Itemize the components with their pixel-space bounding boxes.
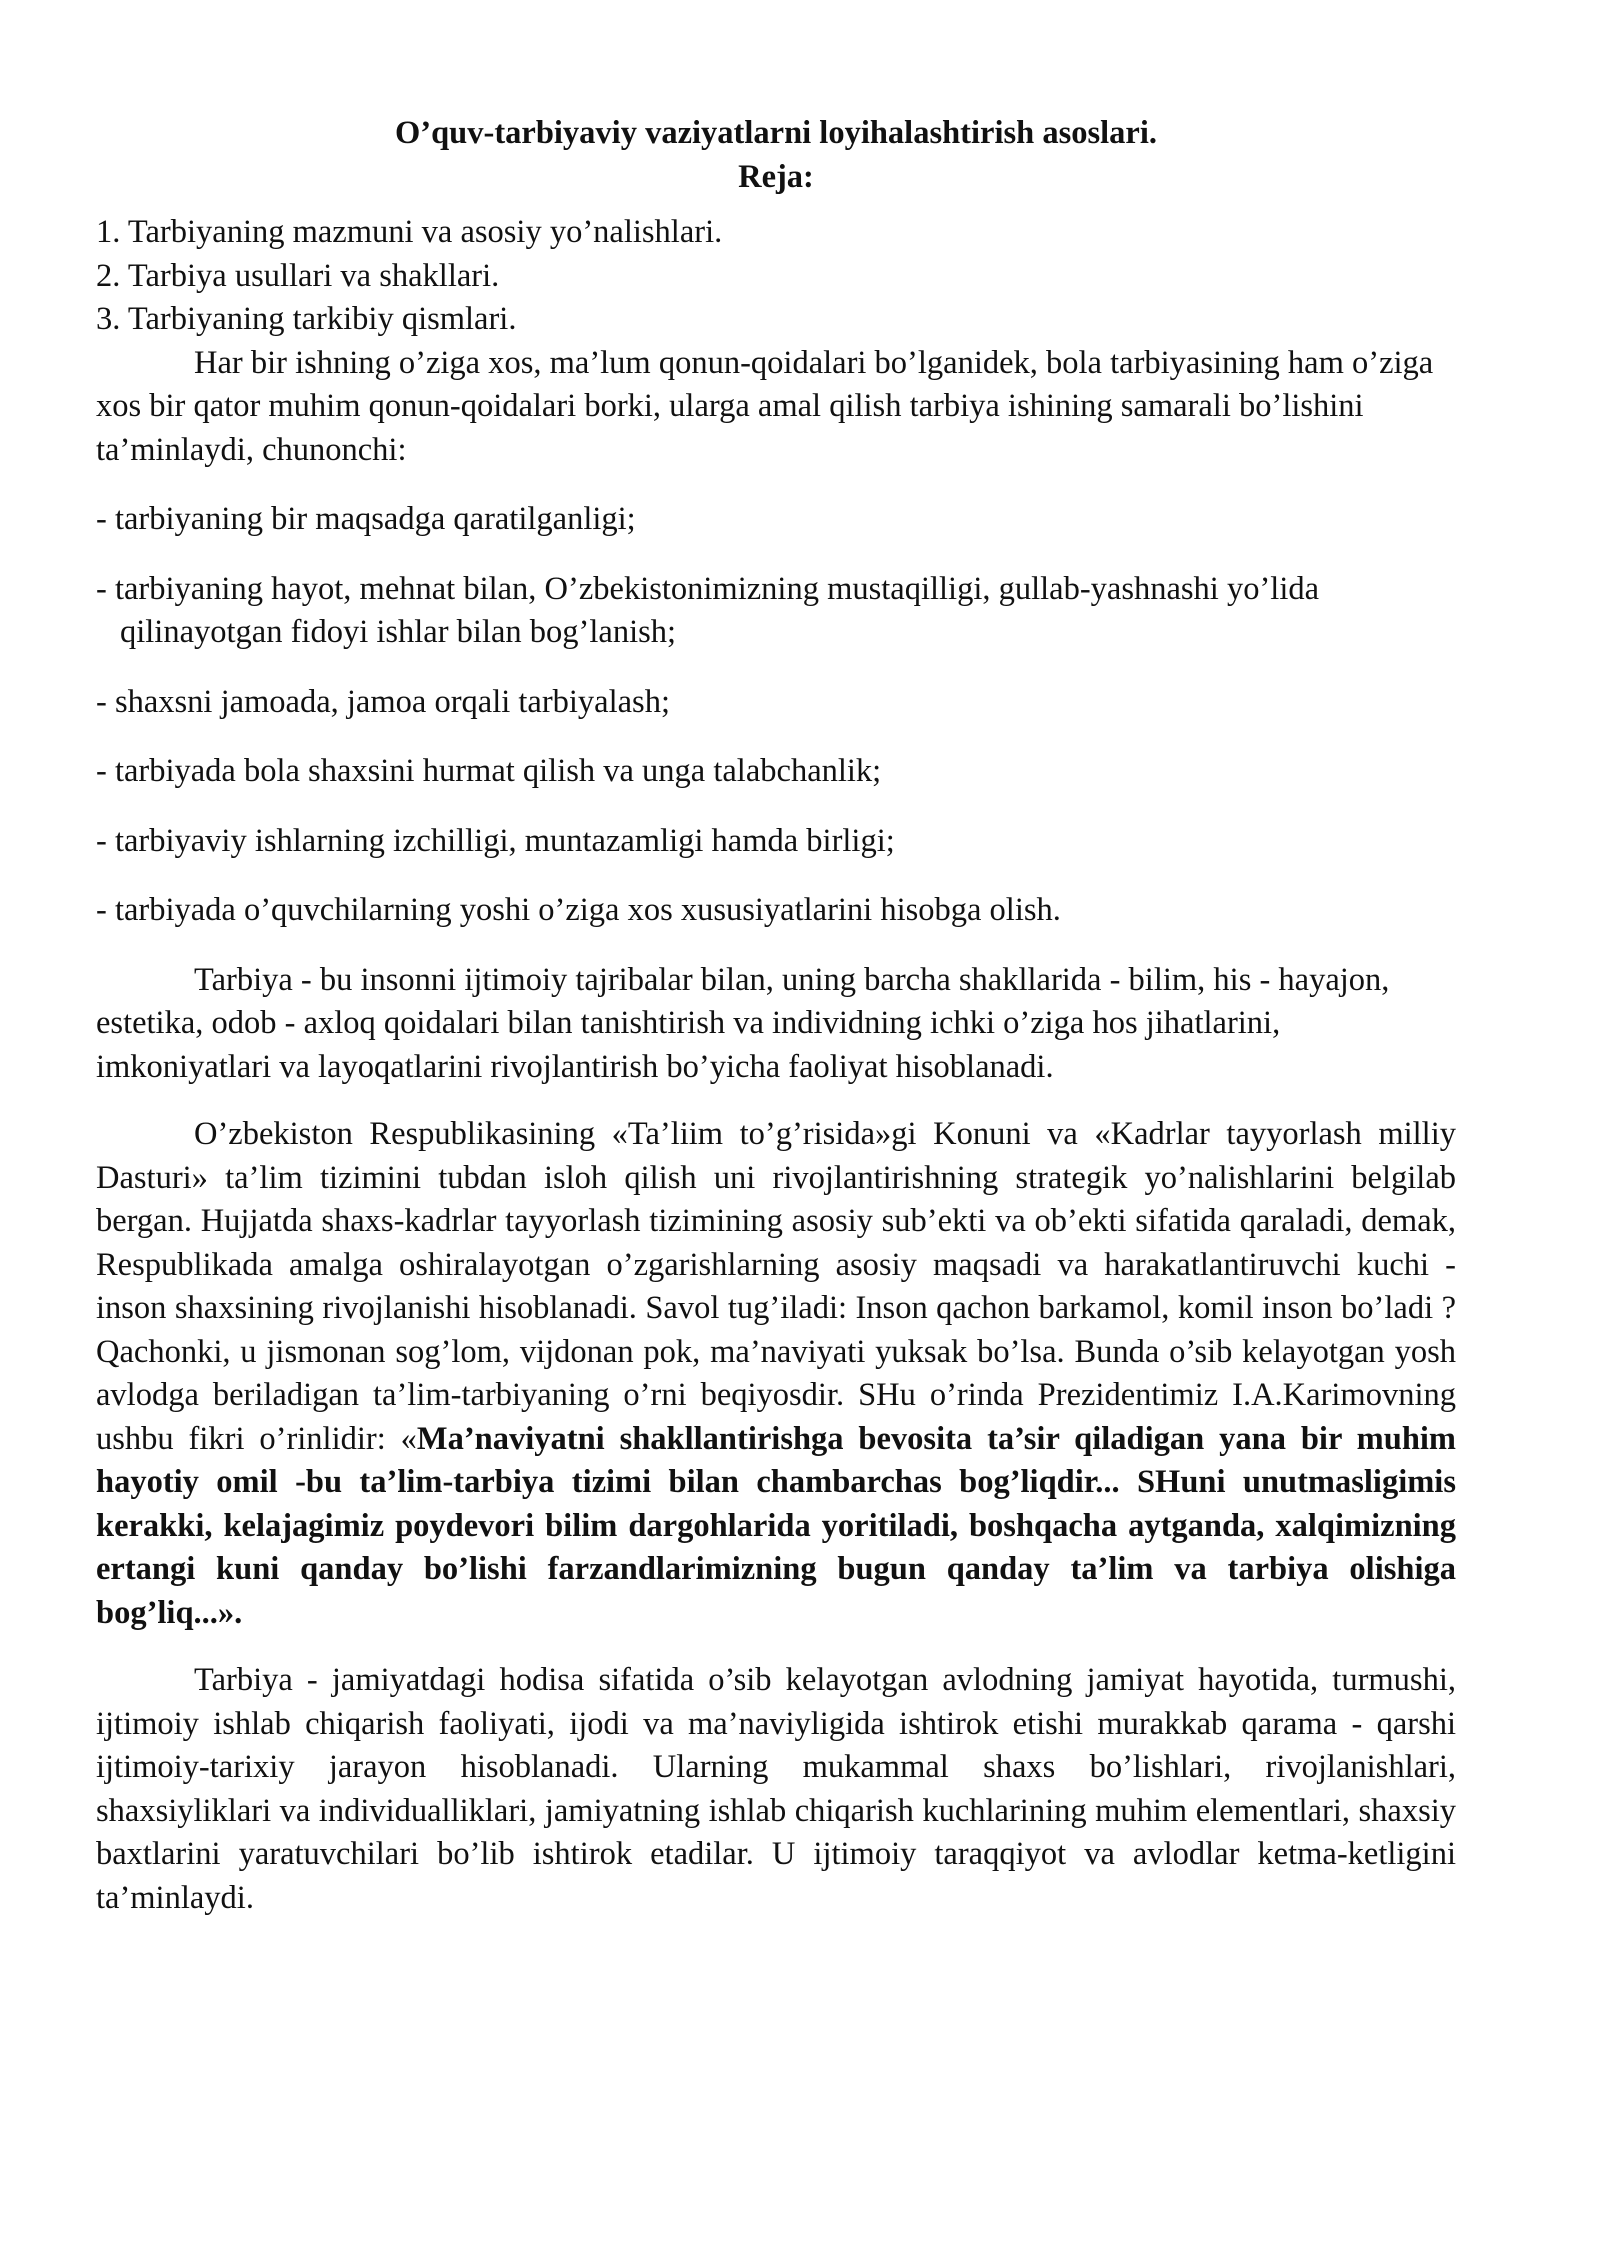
principle-item: - tarbiyaviy ishlarning izchilligi, muntazamligi hamda birligi; <box>96 822 895 859</box>
principle-item: - tarbiyada bola shaxsini hurmat qilish va unga talabchanlik; <box>96 753 882 789</box>
president-quote: Ma’naviyatni shakllantirishga bevosita ta’sir qiladigan yana bir muhim hayotiy omil -bu ta’lim-tarbiya tizimi bilan chambarchas bog’liqdir... SHuni unutmasligimis kerakki, kelajagimiz poydevori bilim dargohlarida yoritiladi, boshqacha aytganda, xalqimizning ertangi kuni qanday bo’lishi farzandlarimizning bugun qanday ta’lim va tarbiya olishiga bog’liq...». <box>96 1420 1457 1631</box>
plan-heading: Reja: <box>738 158 814 195</box>
intro-paragraph: Har bir ishning o’ziga xos, ma’lum qonun-qoidalari bo’lganidek, bola tarbiyasining ham o’ziga xos bir qator muhim qonun-qoidalari borki, ularga amal qilish tarbiya ishining samarali bo’lishini ta’minlaydi, chunonchi: <box>96 344 1434 468</box>
principle-item: - tarbiyaning hayot, mehnat bilan, O’zbekistonimizning mustaqilligi, gullab-yashnashi yo’lida qilinayotgan fidoyi ishlar bilan bog’lanish; <box>96 570 1320 650</box>
plan-item: 2. Tarbiya usullari va shakllari. <box>96 257 500 294</box>
principles-list <box>96 498 1456 933</box>
law-paragraph <box>96 1113 1456 1635</box>
law-text: O’zbekiston Respublikasining «Ta’liim to’g’risida»gi Konuni va «Kadrlar tayyorlash milliy Dasturi» ta’lim tizimini tubdan isloh qilish uni rivojlantirishning strategik yo’nalishlarini belgilab bergan. Hujjatda shaxs-kadrlar tayyorlash tizimining asosiy sub’ekti va ob’ekti sifatida qaraladi, demak, Respublikada amalga oshiralayotgan o’zgarishlarning asosiy maqsadi va harakatlantiruvchi kuchi - inson shaxsining rivojlanishi hisoblanadi. Savol tug’iladi: Inson qachon barkamol, komil inson bo’ladi ? Qachonki, u jismonan sog’lom, vijdonan pok, ma’naviyati yuksak bo’lsa. Bunda o’sib kelayotgan yosh avlodga beriladigan ta’lim-tarbiyaning o’rni beqiyosdir. SHu o’rinda Prezidentimiz I.A.Karimovning ushbu fikri o’rinlidir: « <box>96 1116 1456 1457</box>
definition-paragraph: Tarbiya - bu insonni ijtimoiy tajribalar bilan, uning barcha shakllarida - bilim, his - hayajon, estetika, odob - axloq qoidalari bilan tanishtirish va individning ichki o’ziga hos jihatlarini, imkoniyatlari va layoqatlarini rivojlantirish bo’yicha faoliyat hisoblanadi. <box>96 961 1390 1085</box>
principle-item: - tarbiyada o’quvchilarning yoshi o’ziga xos xususiyatlarini hisobga olish. <box>96 892 1061 928</box>
closing-paragraph: Tarbiya - jamiyatdagi hodisa sifatida o’sib kelayotgan avlodning jamiyat hayotida, turmushi, ijtimoiy ishlab chiqarish faoliyati, ijodi va ma’naviyligida ishtirok etishi murakkab qarama - qarshi ijtimoiy-tarixiy jarayon hisoblanadi. Ularning mukammal shaxs bo’lishlari, rivojlanishlari, shaxsiyliklari va individualliklari, jamiyatning ishlab chiqarish kuchlarining muhim elementlari, shaxsiy baxtlarini yaratuvchilari bo’lib ishtirok etadilar. U ijtimoiy taraqqiyot va avlodlar ketma-ketligini ta’minlaydi. <box>96 1662 1456 1916</box>
principle-item: - tarbiyaning bir maqsadga qaratilganligi; <box>96 501 636 537</box>
document-title: O’quv-tarbiyaviy vaziyatlarni loyihalashtirish asoslari. <box>395 115 1157 151</box>
plan-list <box>96 211 1456 342</box>
plan-item: 3. Tarbiyaning tarkibiy qismlari. <box>96 301 517 337</box>
document-page <box>96 112 1456 1920</box>
plan-item: 1. Tarbiyaning mazmuni va asosiy yo’nalishlari. <box>96 214 723 250</box>
principle-item: - shaxsni jamoada, jamoa orqali tarbiyalash; <box>96 683 670 720</box>
